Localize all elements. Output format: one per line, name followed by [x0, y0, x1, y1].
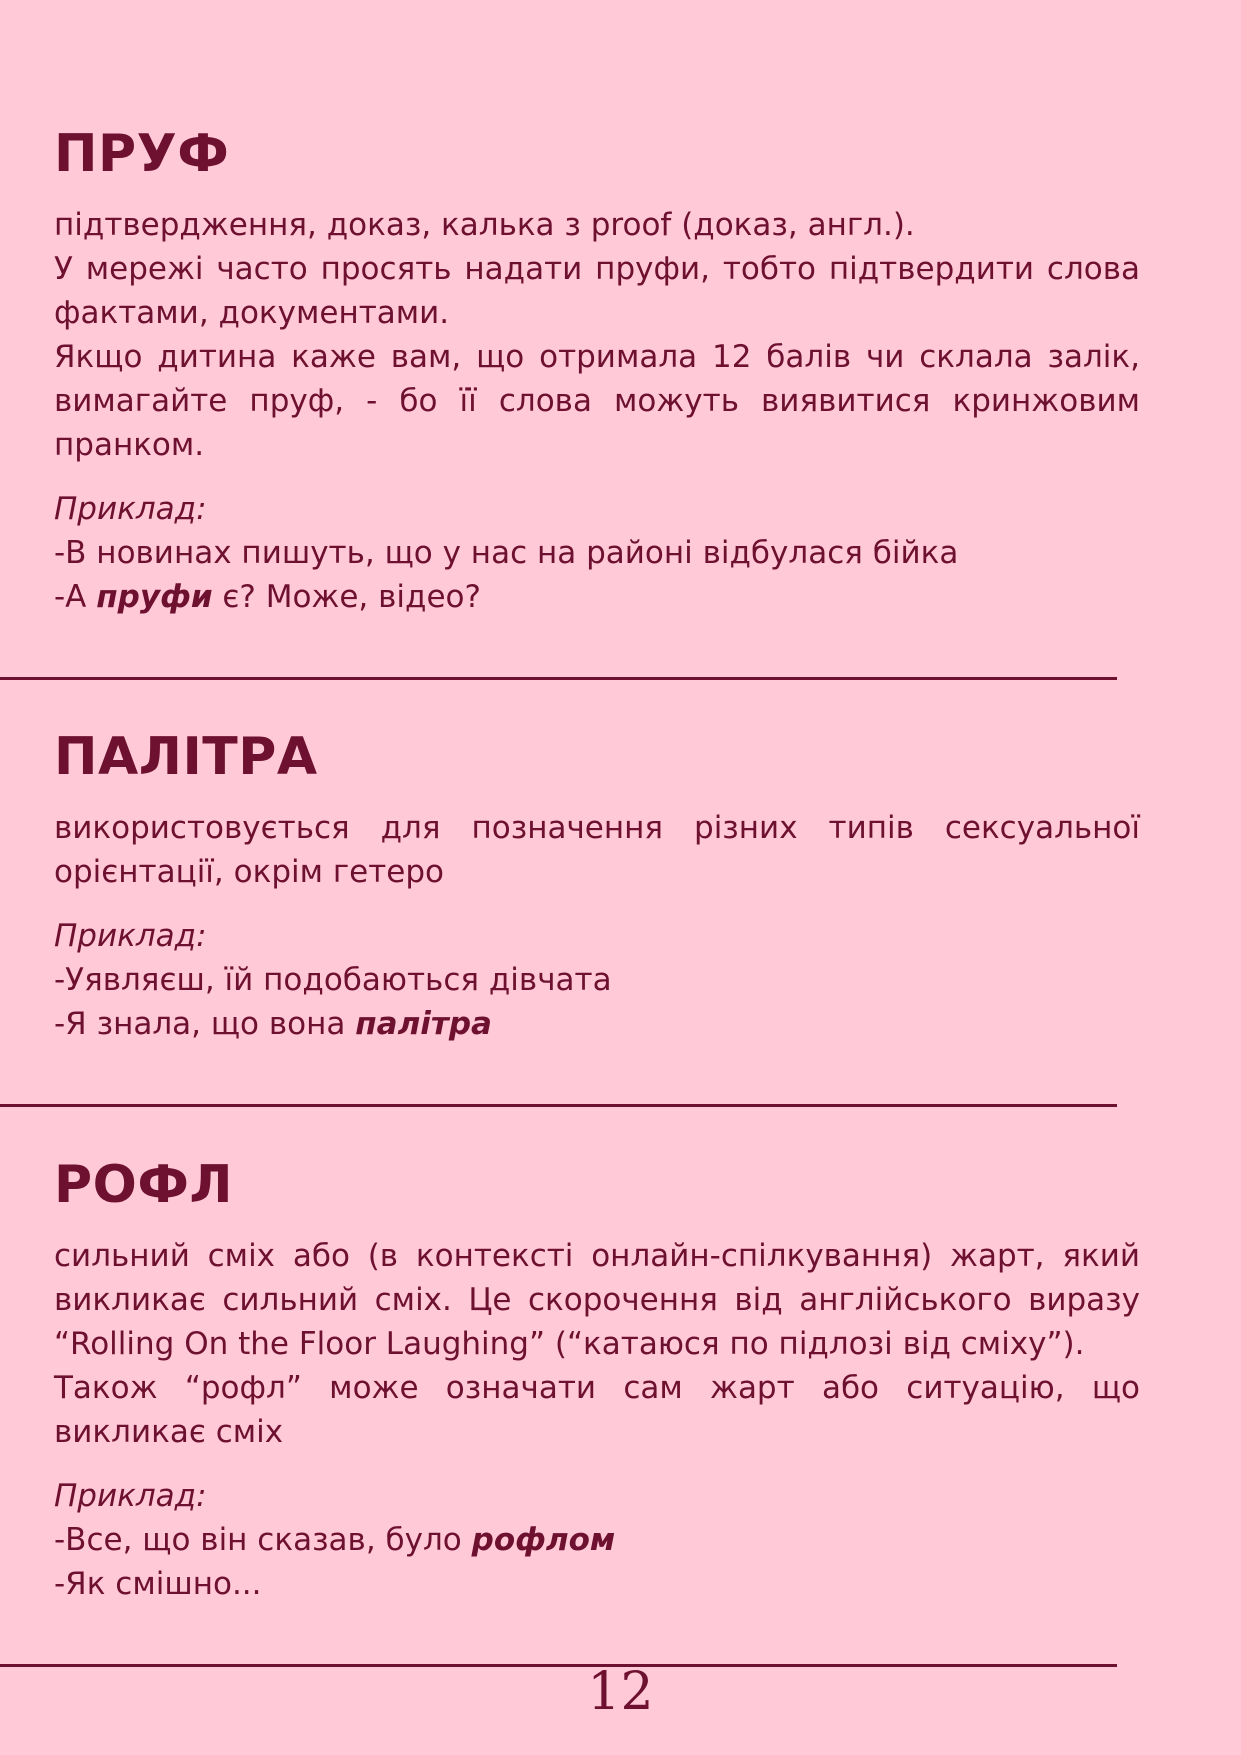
example-label: Приклад:: [54, 918, 207, 955]
example-line: [54, 575, 1140, 619]
page-number: 12: [587, 1662, 654, 1722]
section-divider: [0, 677, 1117, 680]
entry-definition: [54, 1234, 1140, 1454]
example-line: [54, 1518, 1140, 1562]
example-text: -Я знала, що вона: [54, 1006, 356, 1043]
example-label: Приклад:: [54, 491, 207, 528]
entry-term: ПАЛІТРА: [54, 727, 318, 787]
example-text: -Все, що він сказав, було: [54, 1522, 472, 1559]
example-text: є? Може, відео?: [212, 579, 481, 616]
definition-paragraph: підтвердження, доказ, калька з proof (доказ, англ.).: [54, 207, 915, 244]
entry-pruf: [54, 126, 1140, 619]
example-emphasis: рофлом: [471, 1522, 616, 1559]
entry-term: РОФЛ: [54, 1155, 234, 1215]
example-text: -Уявляєш, їй подобаються дівчата: [54, 962, 612, 999]
entry-palitra: [54, 729, 1140, 1046]
definition-paragraph: Якщо дитина каже вам, що отримала 12 балів чи склала залік, вимагайте пруф, - бо її слова можуть виявитися кринжовим пранком.: [54, 339, 1140, 464]
example-emphasis: палітра: [355, 1006, 492, 1043]
example-text: -В новинах пишуть, що у нас на районі відбулася бійка: [54, 535, 959, 572]
example-line: [54, 958, 1140, 1002]
definition-paragraph: Також “рофл” може означати сам жарт або ситуацію, що викликає сміх: [54, 1370, 1140, 1451]
definition-paragraph: використовується для позначення різних типів сексуальної орієнтації, окрім гетеро: [54, 810, 1140, 891]
entry-rofl: [54, 1157, 1140, 1606]
entry-definition: [54, 806, 1140, 894]
example-label: Приклад:: [54, 1478, 207, 1515]
example-line: [54, 1562, 1140, 1606]
definition-paragraph: У мережі часто просять надати пруфи, тобто підтвердити слова фактами, документами.: [54, 251, 1140, 332]
entry-term: ПРУФ: [54, 124, 230, 184]
example-line: [54, 1002, 1140, 1046]
example-line: [54, 531, 1140, 575]
definition-paragraph: сильний сміх або (в контексті онлайн-спілкування) жарт, який викликає сильний сміх. Це скорочення від англійського виразу “Rolling On the Floor Laughing” (“катаюся по підлозі від сміху”).: [54, 1238, 1140, 1363]
example-text: -Як смішно...: [54, 1566, 262, 1603]
example-text: -А: [54, 579, 97, 616]
section-divider: [0, 1104, 1117, 1107]
example-emphasis: пруфи: [96, 579, 213, 616]
entry-definition: [54, 203, 1140, 467]
